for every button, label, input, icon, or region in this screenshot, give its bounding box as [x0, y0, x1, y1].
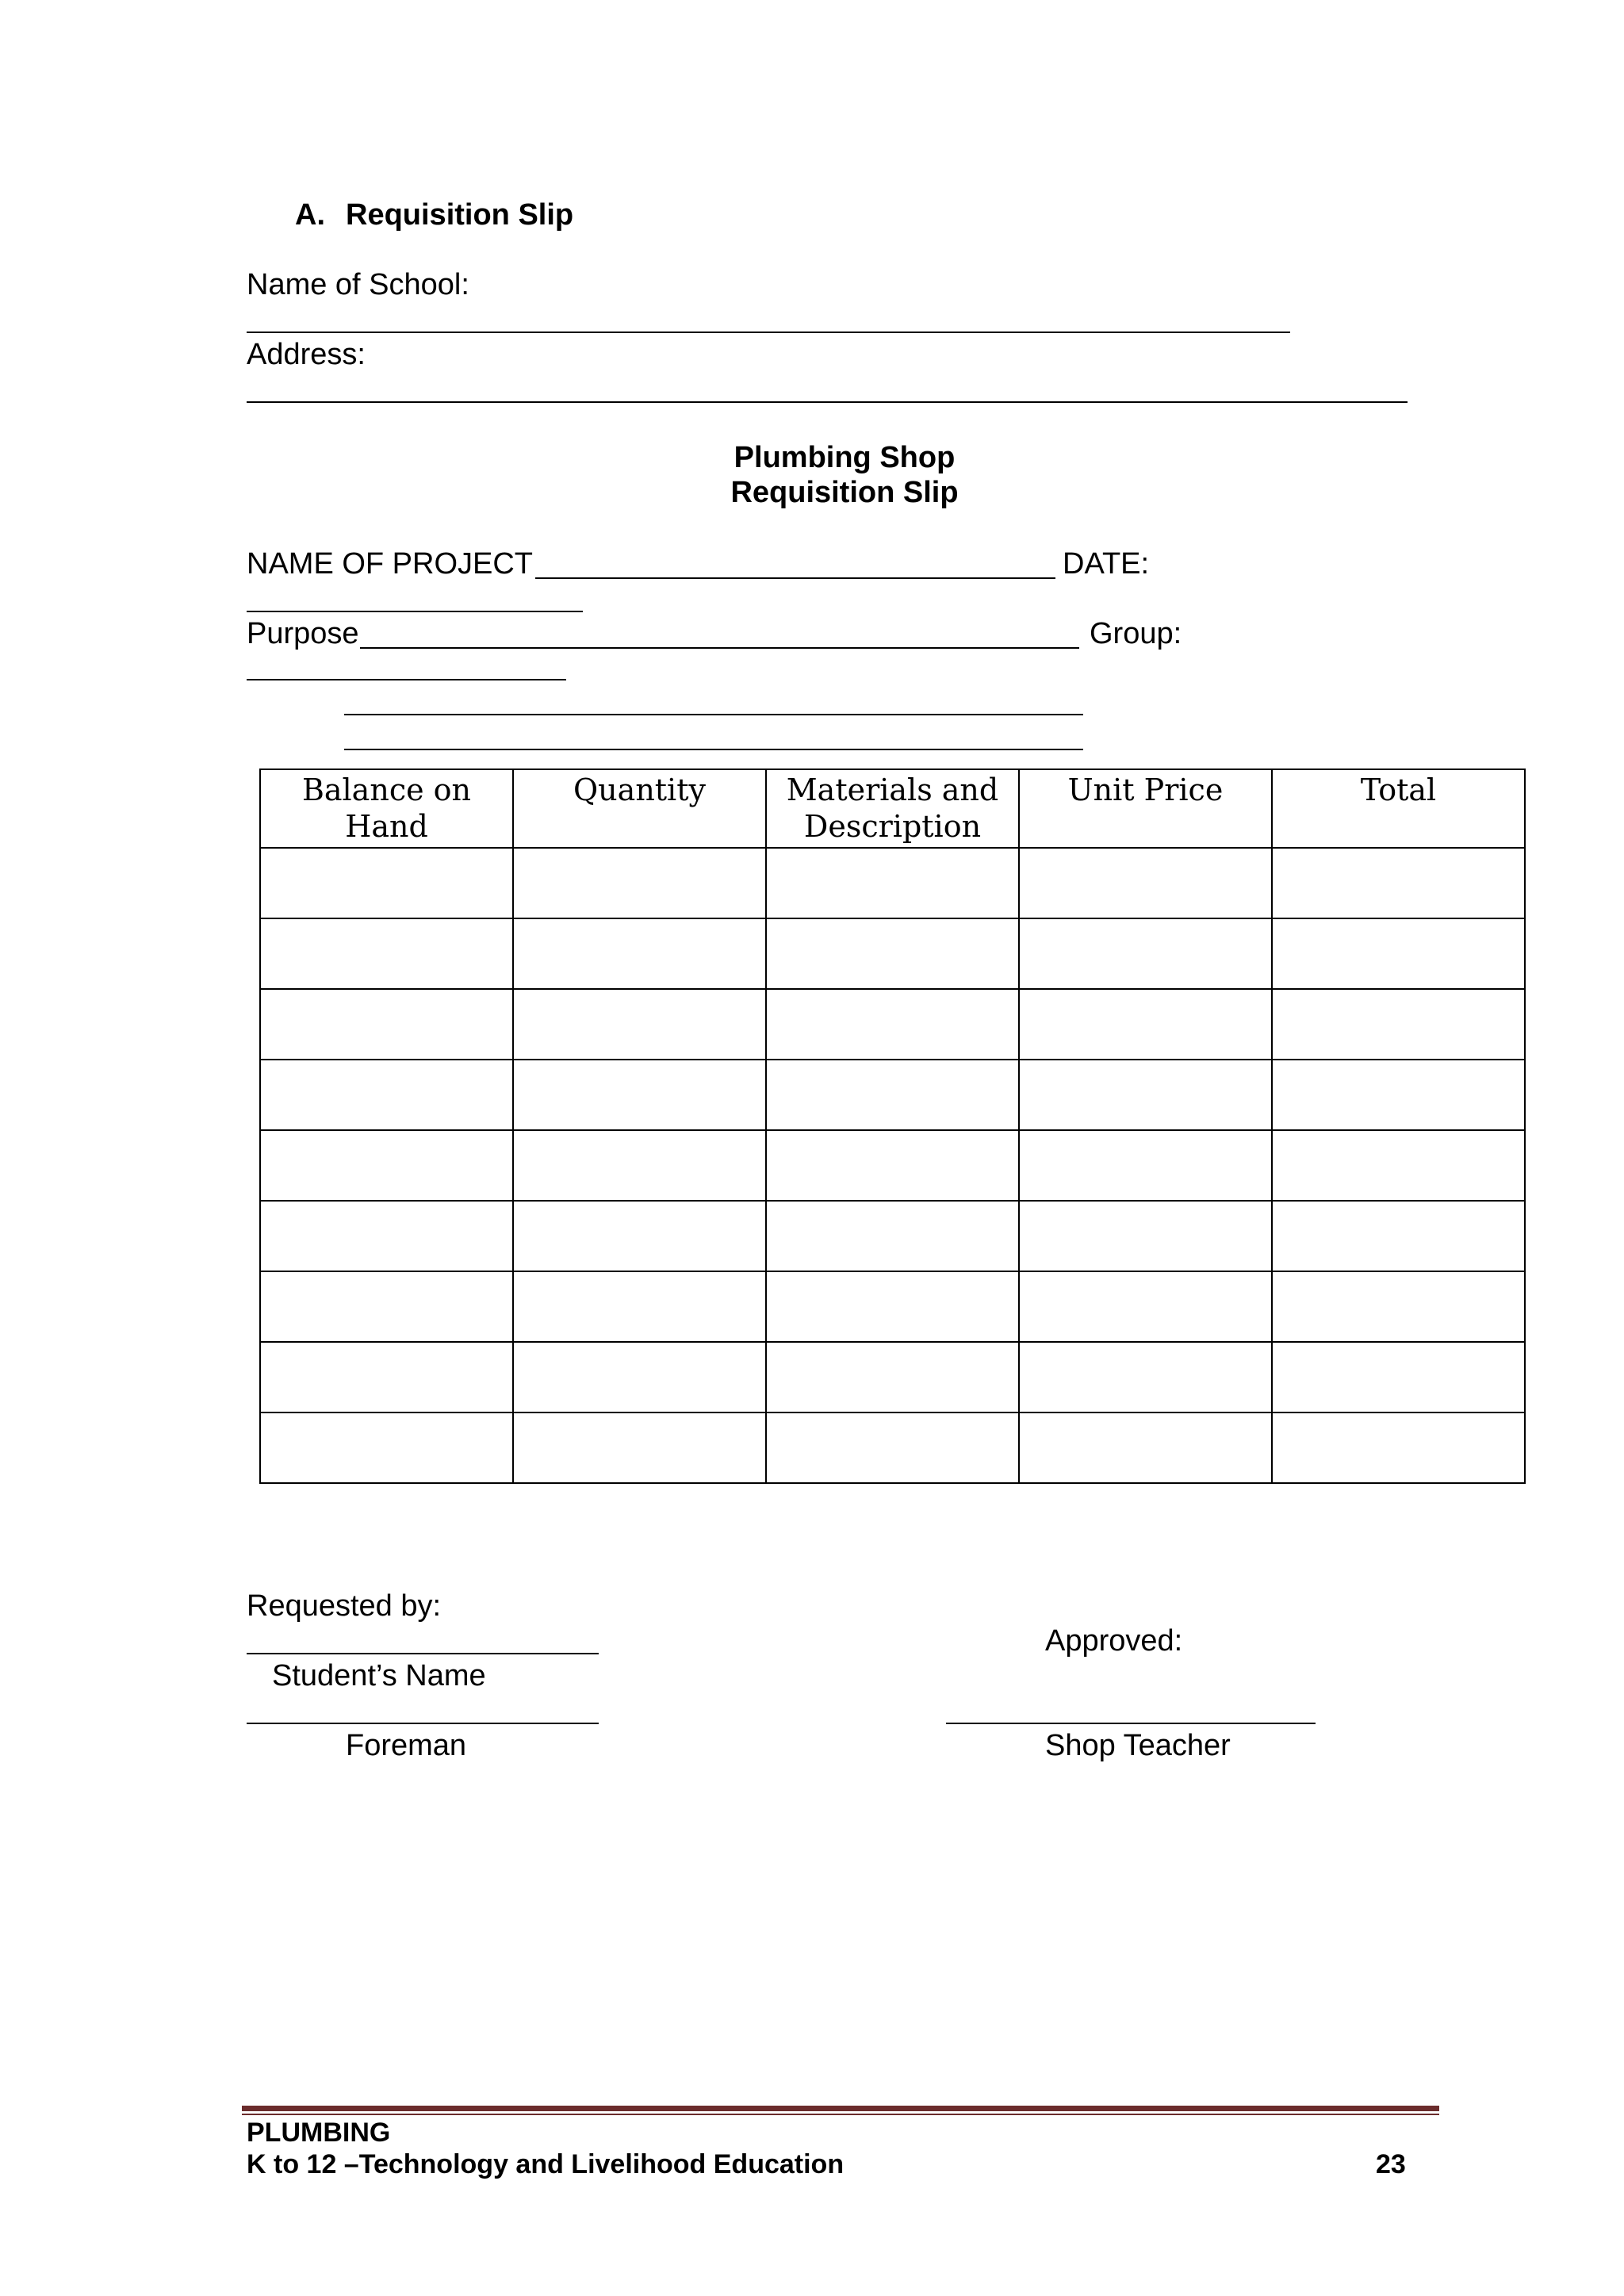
purpose-extra-line-1[interactable]	[344, 714, 1083, 715]
purpose-extra-line-2[interactable]	[344, 749, 1083, 750]
table-cell[interactable]	[260, 1342, 513, 1412]
header-text: Balance on	[301, 772, 472, 807]
table-cell[interactable]	[260, 1130, 513, 1201]
school-name-line[interactable]	[247, 332, 1290, 333]
table-cell[interactable]	[1272, 989, 1525, 1060]
address-line[interactable]	[247, 401, 1408, 403]
table-cell[interactable]	[1019, 1342, 1272, 1412]
table-row	[260, 848, 1525, 918]
table-cell[interactable]	[1272, 1130, 1525, 1201]
shop-teacher-signature-line[interactable]	[946, 1723, 1316, 1724]
table-row	[260, 918, 1525, 989]
table-cell[interactable]	[513, 1201, 766, 1271]
section-letter: A.	[295, 198, 325, 232]
footer-rule-thin	[242, 2114, 1439, 2115]
form-title-line1: Plumbing Shop	[733, 441, 956, 474]
header-text: Total	[1360, 772, 1437, 807]
group-label: Group:	[1090, 617, 1182, 650]
col-balance-on-hand	[260, 769, 513, 848]
approved-label: Approved:	[1045, 1624, 1183, 1658]
footer-subject: PLUMBING	[247, 2118, 391, 2148]
purpose-label: Purpose	[247, 617, 359, 650]
table-cell[interactable]	[766, 989, 1019, 1060]
table-cell[interactable]	[766, 1060, 1019, 1130]
col-total	[1272, 769, 1525, 848]
section-title: Requisition Slip	[346, 198, 574, 232]
foreman-label: Foreman	[346, 1729, 467, 1762]
table-row	[260, 1342, 1525, 1412]
header-text: Quantity	[573, 772, 706, 807]
student-signature-line[interactable]	[247, 1653, 599, 1654]
table-cell[interactable]	[1019, 848, 1272, 918]
header-text: Hand	[345, 809, 428, 844]
header-text: Description	[803, 809, 982, 844]
table-cell[interactable]	[1019, 989, 1272, 1060]
school-name-label: Name of School:	[247, 268, 469, 301]
table-header-row	[260, 769, 1525, 848]
table-cell[interactable]	[766, 918, 1019, 989]
table-row	[260, 1130, 1525, 1201]
table-cell[interactable]	[1272, 1342, 1525, 1412]
header-text: Unit Price	[1067, 772, 1224, 807]
table-cell[interactable]	[513, 918, 766, 989]
table-cell[interactable]	[1019, 1412, 1272, 1483]
table-cell[interactable]	[260, 1271, 513, 1342]
table-cell[interactable]	[513, 1342, 766, 1412]
table-cell[interactable]	[260, 848, 513, 918]
table-cell[interactable]	[260, 1412, 513, 1483]
table-cell[interactable]	[1272, 918, 1525, 989]
table-cell[interactable]	[766, 1130, 1019, 1201]
project-line[interactable]	[535, 577, 1055, 579]
table-cell[interactable]	[1272, 1201, 1525, 1271]
table-cell[interactable]	[260, 918, 513, 989]
table-cell[interactable]	[766, 848, 1019, 918]
project-label: NAME OF PROJECT	[247, 547, 534, 581]
table-cell[interactable]	[1272, 1060, 1525, 1130]
table-cell[interactable]	[513, 989, 766, 1060]
table-cell[interactable]	[513, 1060, 766, 1130]
table-cell[interactable]	[1019, 1060, 1272, 1130]
col-quantity	[513, 769, 766, 848]
requested-by-label: Requested by:	[247, 1589, 442, 1623]
requisition-table	[259, 769, 1526, 1484]
table-cell[interactable]	[766, 1271, 1019, 1342]
purpose-line[interactable]	[360, 647, 1079, 649]
shop-teacher-label: Shop Teacher	[1045, 1729, 1231, 1762]
date-label: DATE:	[1063, 547, 1150, 581]
table-cell[interactable]	[766, 1412, 1019, 1483]
table-cell[interactable]	[1019, 918, 1272, 989]
table-body	[260, 848, 1525, 1483]
foreman-signature-line[interactable]	[247, 1723, 599, 1724]
table-row	[260, 1412, 1525, 1483]
address-label: Address:	[247, 338, 366, 371]
group-line[interactable]	[247, 679, 566, 680]
table-row	[260, 1271, 1525, 1342]
table-row	[260, 1060, 1525, 1130]
table-cell[interactable]	[260, 1201, 513, 1271]
student-name-label: Student’s Name	[272, 1659, 486, 1692]
footer-program: K to 12 –Technology and Livelihood Education	[247, 2149, 845, 2179]
header-text: Materials and	[786, 772, 999, 807]
table-cell[interactable]	[513, 1130, 766, 1201]
form-title-line2: Requisition Slip	[730, 476, 959, 509]
table-cell[interactable]	[513, 1271, 766, 1342]
table-cell[interactable]	[513, 1412, 766, 1483]
table-cell[interactable]	[513, 848, 766, 918]
date-line[interactable]	[247, 611, 583, 612]
col-unit-price	[1019, 769, 1272, 848]
footer-rule	[242, 2106, 1439, 2111]
table-cell[interactable]	[1272, 1271, 1525, 1342]
table-row	[260, 989, 1525, 1060]
table-cell[interactable]	[1019, 1201, 1272, 1271]
table-cell[interactable]	[766, 1201, 1019, 1271]
table-cell[interactable]	[260, 1060, 513, 1130]
table-cell[interactable]	[1272, 848, 1525, 918]
table-cell[interactable]	[1019, 1271, 1272, 1342]
page-number: 23	[1376, 2149, 1406, 2179]
table-cell[interactable]	[260, 989, 513, 1060]
table-cell[interactable]	[1019, 1130, 1272, 1201]
col-materials-description	[766, 769, 1019, 848]
table-cell[interactable]	[1272, 1412, 1525, 1483]
table-cell[interactable]	[766, 1342, 1019, 1412]
table-row	[260, 1201, 1525, 1271]
